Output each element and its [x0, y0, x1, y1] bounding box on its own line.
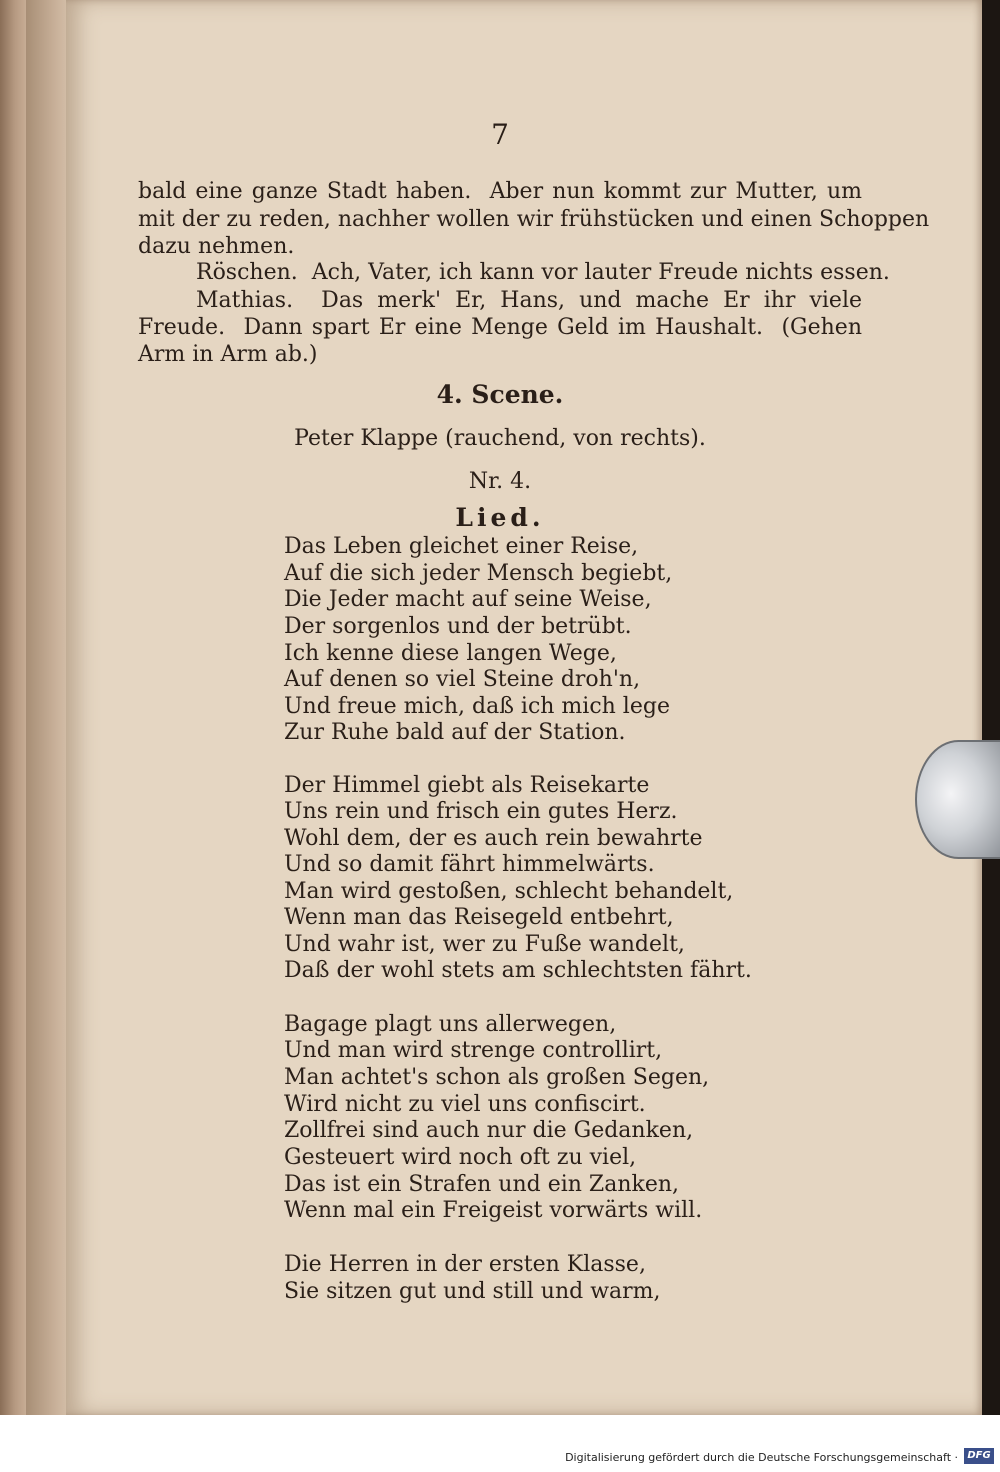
- mathias-line: Arm in Arm ab.): [138, 342, 318, 367]
- verse-line: Auf denen so viel Steine droh'n,: [284, 667, 641, 692]
- dfg-logo: DFG: [964, 1448, 994, 1464]
- verse-line: Der sorgenlos und der betrübt.: [284, 614, 632, 639]
- verse-line: Das Leben gleichet einer Reise,: [284, 534, 639, 559]
- footer-bar: [0, 1415, 1000, 1472]
- verse-line: Bagage plagt uns allerwegen,: [284, 1012, 617, 1037]
- verse-line: Auf die sich jeder Mensch begiebt,: [284, 561, 673, 586]
- verse-line: Wenn man das Reisegeld entbehrt,: [284, 905, 674, 930]
- verse-line: Daß der wohl stets am schlechtsten fährt.: [284, 958, 752, 983]
- prose-line: mit der zu reden, nachher wollen wir frühstücken und einen Schoppen: [138, 207, 930, 232]
- mathias-line: Mathias. Das merk' Er, Hans, und mache Er ihr viele: [196, 288, 862, 313]
- page-number: 7: [491, 118, 509, 151]
- number-label: Nr. 4.: [468, 469, 532, 494]
- verse-line: Ich kenne diese langen Wege,: [284, 641, 617, 666]
- verse-line: Man achtet's schon als großen Segen,: [284, 1065, 710, 1090]
- funding-credit: Digitalisierung gefördert durch die Deutsche Forschungsgemeinschaft ·: [565, 1451, 958, 1464]
- prose-line: bald eine ganze Stadt haben. Aber nun kommt zur Mutter, um: [138, 179, 862, 204]
- verse-line: Zur Ruhe bald auf der Station.: [284, 720, 626, 745]
- mathias-line: Freude. Dann spart Er eine Menge Geld im Haushalt. (Gehen: [138, 315, 862, 340]
- verse-line: Und wahr ist, wer zu Fuße wandelt,: [284, 932, 685, 957]
- verse-line: Die Herren in der ersten Klasse,: [284, 1252, 646, 1277]
- verse-line: Uns rein und frisch ein gutes Herz.: [284, 799, 678, 824]
- verse-line: Und freue mich, daß ich mich lege: [284, 694, 670, 719]
- verse-line: Wird nicht zu viel uns confiscirt.: [284, 1092, 646, 1117]
- scene-heading: 4. Scene.: [436, 380, 564, 409]
- verse-line: Der Himmel giebt als Reisekarte: [284, 773, 650, 798]
- verse-line: Wenn mal ein Freigeist vorwärts will.: [284, 1198, 703, 1223]
- roeschen-line: Röschen. Ach, Vater, ich kann vor lauter Freude nichts essen.: [196, 260, 890, 285]
- verse-line: Man wird gestoßen, schlecht behandelt,: [284, 879, 734, 904]
- stage-direction: Peter Klappe (rauchend, von rechts).: [294, 426, 706, 451]
- verse-line: Die Jeder macht auf seine Weise,: [284, 587, 652, 612]
- prose-line: dazu nehmen.: [138, 234, 295, 259]
- verse-line: Sie sitzen gut und still und warm,: [284, 1279, 661, 1304]
- verse-line: Und man wird strenge controllirt,: [284, 1038, 663, 1063]
- verse-line: Zollfrei sind auch nur die Gedanken,: [284, 1118, 694, 1143]
- page-tab-marker: [915, 740, 1000, 859]
- verse-line: Das ist ein Strafen und ein Zanken,: [284, 1172, 680, 1197]
- verse-line: Und so damit fährt himmelwärts.: [284, 852, 655, 877]
- verse-line: Wohl dem, der es auch rein bewahrte: [284, 826, 703, 851]
- verse-line: Gesteuert wird noch oft zu viel,: [284, 1145, 637, 1170]
- song-title: Lied.: [455, 503, 545, 532]
